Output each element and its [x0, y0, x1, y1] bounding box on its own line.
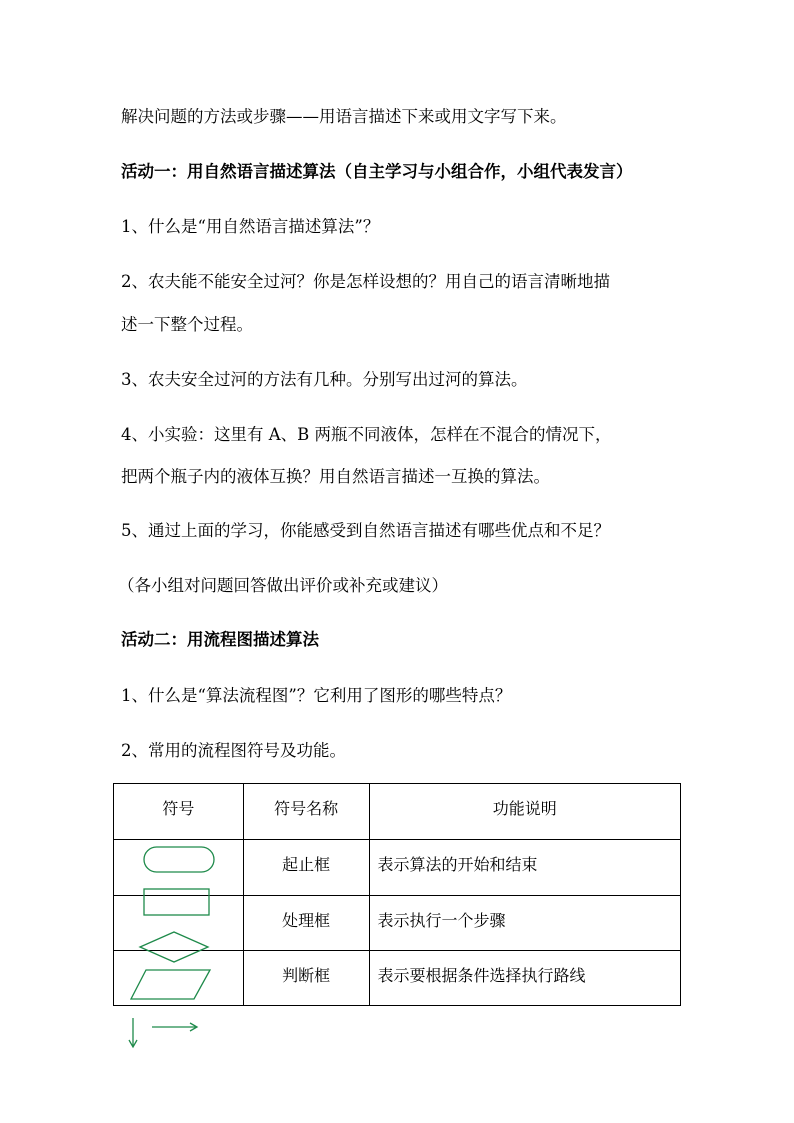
header-function: 功能说明: [369, 784, 680, 840]
question-2-line-1: 2、农夫能不能安全过河？你是怎样设想的？用自己的语言清晰地描: [121, 272, 610, 291]
question-4-line-1: 4、小实验：这里有 A、B 两瓶不同液体，怎样在不混合的情况下，: [121, 425, 612, 444]
question-2-line-2: 述一下整个过程。: [121, 315, 253, 334]
header-symbol: 符号: [114, 784, 244, 840]
flow-arrow-down-icon: [129, 1018, 137, 1047]
symbol-desc: 表示算法的开始和结束: [369, 840, 680, 896]
terminator-icon: [143, 846, 215, 874]
question-5: 5、通过上面的学习，你能感受到自然语言描述有哪些优点和不足？: [121, 521, 610, 540]
io-parallelogram-icon: [130, 969, 212, 1001]
intro-paragraph: 解决问题的方法或步骤——用语言描述下来或用文字写下来。: [121, 107, 567, 126]
symbol-name: 处理框: [243, 896, 369, 951]
flowchart-question-2: 2、常用的流程图符号及功能。: [121, 741, 346, 760]
question-1: 1、什么是“用自然语言描述算法”？: [121, 217, 380, 236]
header-symbol-name: 符号名称: [243, 784, 369, 840]
symbol-cell: [114, 951, 244, 1006]
evaluation-note: （各小组对问题回答做出评价或补充或建议）: [118, 576, 448, 595]
table-row: [114, 896, 681, 951]
question-3: 3、农夫安全过河的方法有几种。分别写出过河的算法。: [121, 370, 528, 389]
question-4-line-2: 把两个瓶子内的液体互换？用自然语言描述一互换的算法。: [121, 467, 550, 486]
symbol-desc: 表示要根据条件选择执行路线: [369, 951, 680, 1006]
activity-one-heading: 活动一：用自然语言描述算法（自主学习与小组合作，小组代表发言）: [121, 162, 633, 181]
symbol-desc: 表示执行一个步骤: [369, 896, 680, 951]
process-box-icon: [143, 888, 211, 918]
symbol-cell: [114, 896, 244, 951]
table-header-row: [114, 784, 681, 840]
symbol-name: 起止框: [243, 840, 369, 896]
flowchart-symbol-table: [113, 783, 681, 1006]
flow-arrows: [124, 1016, 204, 1050]
activity-two-heading: 活动二：用流程图描述算法: [121, 630, 319, 649]
flowchart-question-1: 1、什么是“算法流程图”？它利用了图形的哪些特点？: [121, 686, 512, 705]
symbol-name: 判断框: [243, 951, 369, 1006]
table-row: [114, 951, 681, 1006]
flow-arrow-right-icon: [152, 1023, 197, 1031]
